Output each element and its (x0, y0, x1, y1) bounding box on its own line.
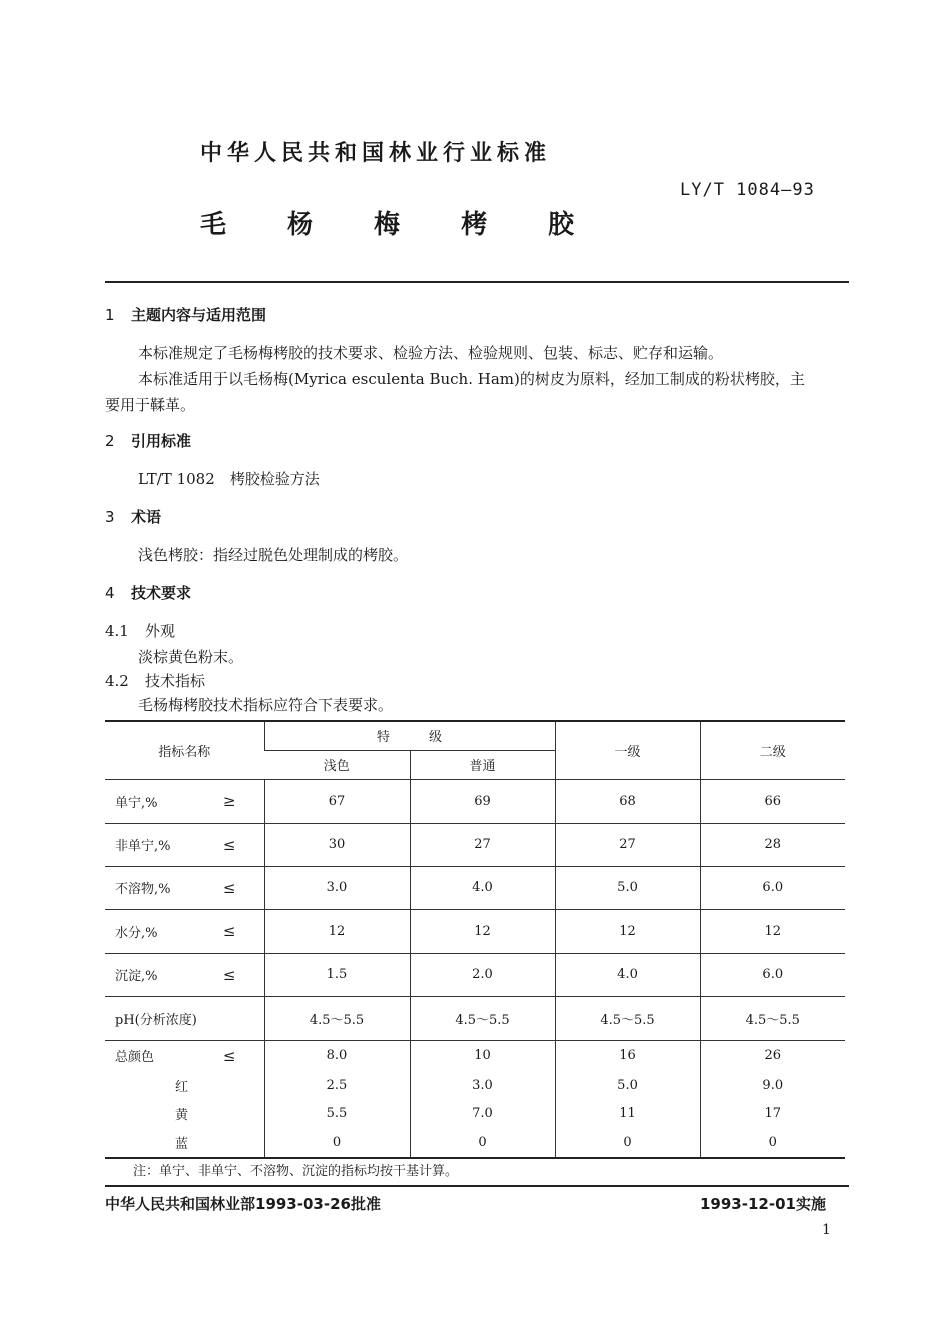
cell-grade-1: 0 (555, 1128, 700, 1158)
section-number: 4 (105, 584, 115, 602)
table-row (105, 1099, 845, 1128)
row-name (105, 823, 264, 866)
cell-grade-2: 6.0 (700, 866, 845, 909)
page-number: 1 (822, 1222, 831, 1238)
row-name (105, 953, 264, 996)
section-2-heading (105, 430, 191, 451)
row-name (105, 779, 264, 823)
cell-grade-2: 9.0 (700, 1071, 845, 1099)
cell-light: 2.5 (264, 1071, 410, 1099)
table-row (105, 1128, 845, 1158)
issuing-organization: 中华人民共和国林业行业标准 (200, 141, 552, 166)
section-4-heading (105, 582, 191, 603)
cell-light: 1.5 (264, 953, 410, 996)
section-3-heading (105, 506, 161, 527)
cell-grade-1: 16 (555, 1040, 700, 1071)
row-label: 非单宁,% (115, 839, 171, 854)
header-ordinary: 普通 (410, 750, 555, 779)
cell-grade-2: 66 (700, 779, 845, 823)
cell-ordinary: 0 (410, 1128, 555, 1158)
cell-grade-2: 28 (700, 823, 845, 866)
cell-ordinary: 69 (410, 779, 555, 823)
section-1-paragraph-1: 本标准规定了毛杨梅栲胶的技术要求、检验方法、检验规则、包装、标志、贮存和运输。 (138, 344, 724, 362)
row-name (105, 996, 264, 1040)
comparison-symbol: ≤ (222, 835, 236, 854)
section-title: 技术要求 (131, 584, 192, 602)
cell-grade-2: 4.5～5.5 (700, 996, 845, 1040)
cell-grade-2: 6.0 (700, 953, 845, 996)
subsection-number: 4.2 (105, 672, 129, 690)
subsection-4-1-heading (105, 620, 175, 641)
row-label: 水分,% (115, 925, 158, 941)
cell-ordinary: 4.0 (410, 866, 555, 909)
row-label: pH(分析浓度) (115, 1012, 197, 1028)
cell-ordinary: 27 (410, 823, 555, 866)
subsection-title: 外观 (145, 622, 176, 640)
table-row (105, 866, 845, 909)
header-special-grade: 特 级 (264, 721, 555, 750)
cell-ordinary: 2.0 (410, 953, 555, 996)
subsection-4-2-heading (105, 670, 205, 691)
table-row (105, 909, 845, 953)
section-1-heading (105, 304, 266, 325)
technical-spec-table (105, 720, 845, 1159)
table-row (105, 1071, 845, 1099)
implementation-date: 1993-12-01实施 (700, 1195, 826, 1213)
row-label: 总颜色 (115, 1050, 155, 1066)
row-label: 不溶物,% (115, 882, 171, 897)
section-1-paragraph-2: 本标准适用于以毛杨梅(Myrica esculenta Buch. Ham)的树皮为原料，经加工制成的粉状栲胶，主 (138, 370, 805, 388)
comparison-symbol: ≥ (222, 792, 236, 810)
footer-divider (105, 1185, 849, 1187)
cell-light: 3.0 (264, 866, 410, 909)
cell-light: 67 (264, 779, 410, 823)
row-label: 单宁,% (115, 795, 158, 811)
cell-grade-1: 5.0 (555, 1071, 700, 1099)
cell-grade-1: 68 (555, 779, 700, 823)
section-number: 2 (105, 432, 115, 450)
cell-grade-1: 12 (555, 909, 700, 953)
cell-ordinary: 3.0 (410, 1071, 555, 1099)
table-row (105, 996, 845, 1040)
cell-ordinary: 12 (410, 909, 555, 953)
table-row (105, 779, 845, 823)
cell-grade-2: 17 (700, 1099, 845, 1128)
table-note: 注：单宁、非单宁、不溶物、沉淀的指标均按干基计算。 (133, 1164, 459, 1179)
table-row (105, 823, 845, 866)
section-number: 3 (105, 508, 115, 526)
technical-spec-intro: 毛杨梅栲胶技术指标应符合下表要求。 (138, 696, 394, 714)
table-row (105, 953, 845, 996)
section-number: 1 (105, 306, 115, 324)
standard-code: LY/T 1084—93 (680, 180, 815, 200)
cell-grade-2: 26 (700, 1040, 845, 1071)
reference-standard: LT/T 1082 栲胶检验方法 (138, 470, 320, 488)
cell-light: 4.5～5.5 (264, 996, 410, 1040)
subsection-number: 4.1 (105, 622, 129, 640)
approval-statement: 中华人民共和国林业部1993-03-26批准 (105, 1195, 381, 1213)
section-title: 术语 (131, 508, 162, 526)
cell-light: 8.0 (264, 1040, 410, 1071)
appearance-text: 淡棕黄色粉末。 (138, 648, 244, 666)
cell-grade-1: 4.0 (555, 953, 700, 996)
table-row (105, 1040, 845, 1071)
header-light-color: 浅色 (264, 750, 410, 779)
cell-grade-1: 4.5～5.5 (555, 996, 700, 1040)
cell-grade-2: 0 (700, 1128, 845, 1158)
section-title: 引用标准 (131, 432, 192, 450)
document-title: 毛杨梅栲胶 (200, 210, 636, 240)
cell-light: 5.5 (264, 1099, 410, 1128)
row-name: 黄 (175, 1108, 189, 1123)
cell-ordinary: 7.0 (410, 1099, 555, 1128)
term-definition: 浅色栲胶：指经过脱色处理制成的栲胶。 (138, 546, 409, 564)
comparison-symbol: ≤ (222, 965, 236, 984)
row-name: 红 (175, 1079, 189, 1095)
cell-grade-1: 27 (555, 823, 700, 866)
comparison-symbol: ≤ (222, 922, 236, 940)
cell-light: 0 (264, 1128, 410, 1158)
subsection-title: 技术指标 (145, 672, 206, 690)
row-name (105, 1040, 264, 1071)
cell-ordinary: 10 (410, 1040, 555, 1071)
row-name: 蓝 (105, 1128, 264, 1158)
section-1-paragraph-3: 要用于鞣革。 (105, 396, 196, 414)
header-indicator-name: 指标名称 (105, 721, 264, 779)
cell-ordinary: 4.5～5.5 (410, 996, 555, 1040)
header-divider (105, 281, 849, 283)
header-grade-1: 一级 (555, 721, 700, 779)
cell-grade-1: 5.0 (555, 866, 700, 909)
header-grade-2: 二级 (700, 721, 845, 779)
row-name (105, 909, 264, 953)
cell-grade-2: 12 (700, 909, 845, 953)
row-label: 沉淀,% (115, 969, 158, 984)
cell-light: 12 (264, 909, 410, 953)
section-title: 主题内容与适用范围 (131, 306, 267, 324)
row-name (105, 866, 264, 909)
cell-light: 30 (264, 823, 410, 866)
cell-grade-1: 11 (555, 1099, 700, 1128)
comparison-symbol: ≤ (222, 878, 236, 897)
comparison-symbol: ≤ (222, 1046, 236, 1065)
